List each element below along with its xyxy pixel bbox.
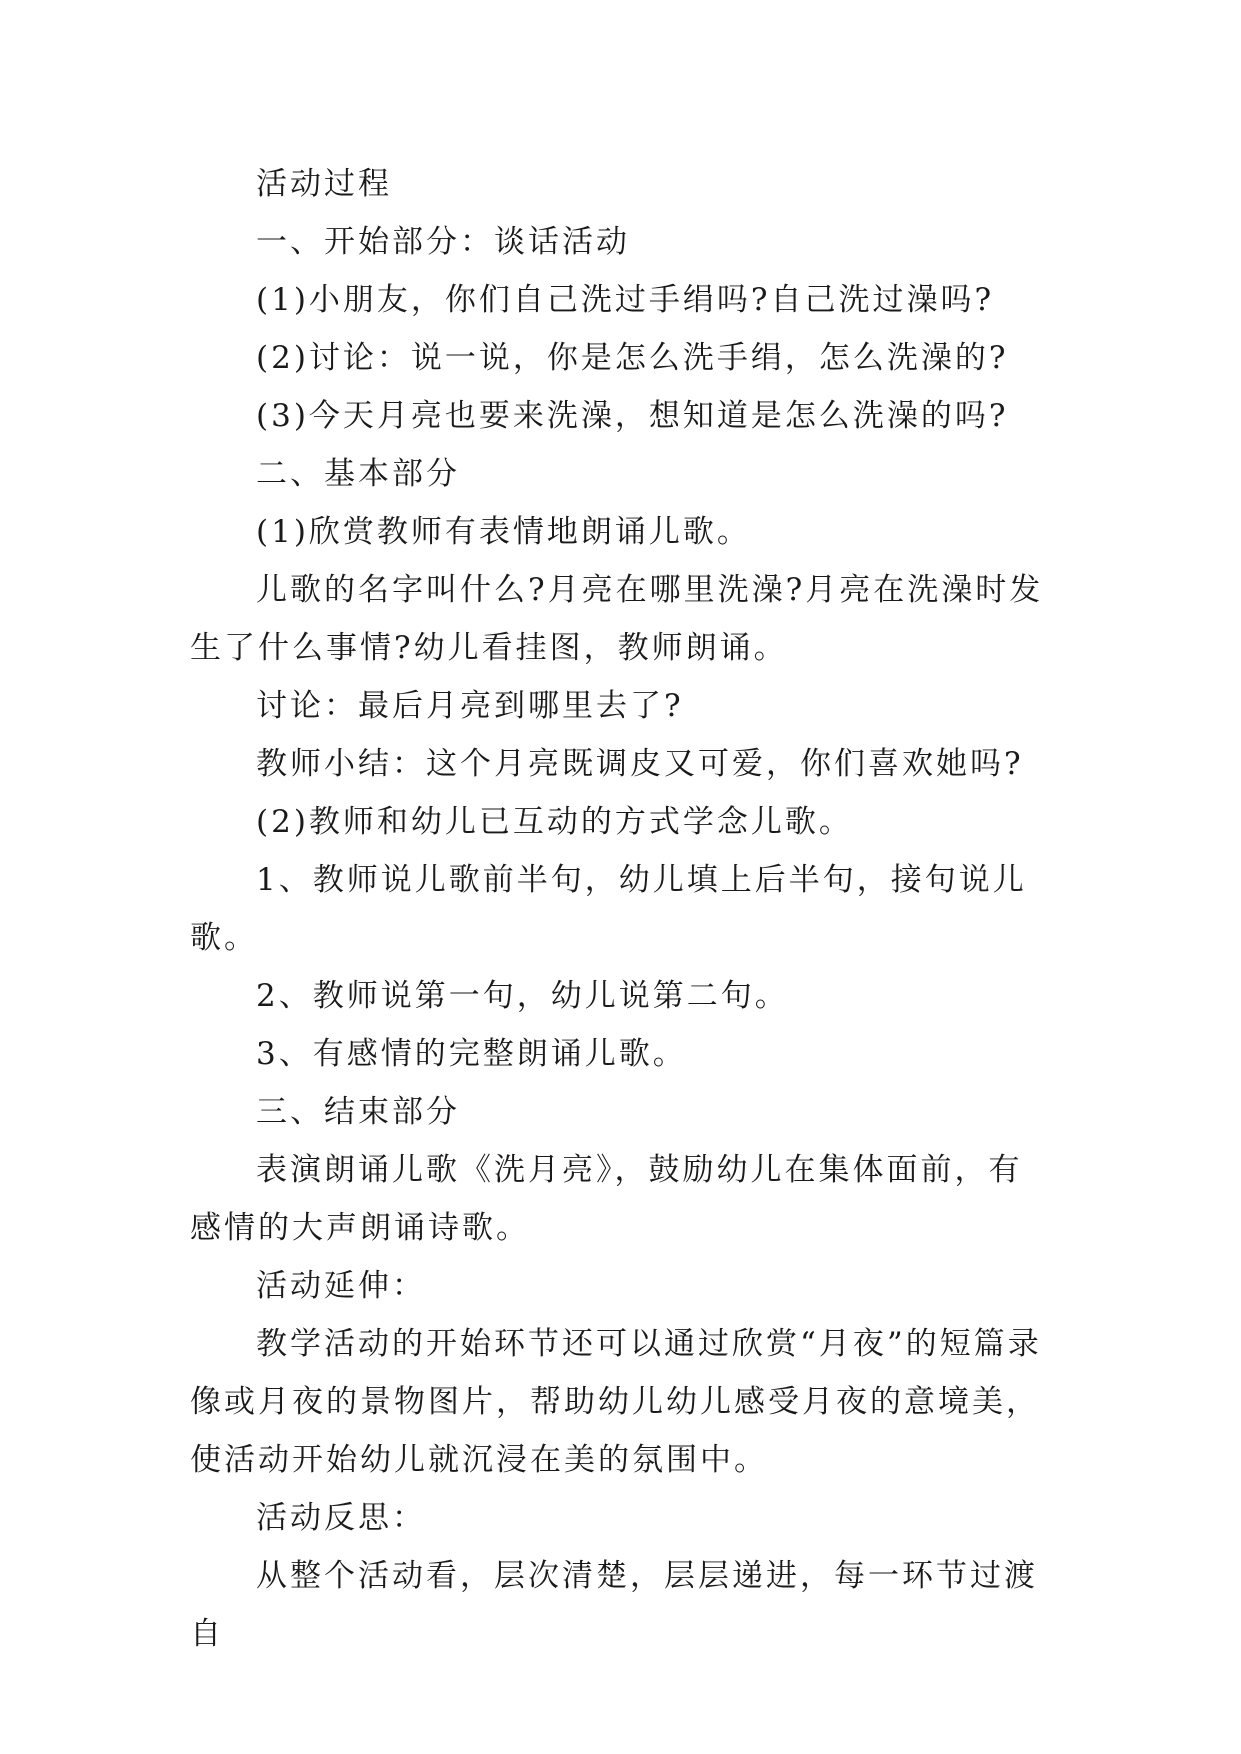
paragraph: 表演朗诵儿歌《洗月亮》，鼓励幼儿在集体面前，有感情的大声朗诵诗歌。: [190, 1152, 1023, 1246]
paragraph: 教师小结：这个月亮既调皮又可爱，你们喜欢她吗?: [256, 746, 1024, 782]
paragraph: 讨论：最后月亮到哪里去了?: [256, 688, 684, 724]
reflection-heading: 活动反思：: [256, 1500, 426, 1536]
section-two-heading: 二、基本部分: [256, 456, 460, 492]
paragraph: (2)讨论：说一说，你是怎么洗手绢，怎么洗澡的?: [256, 340, 1009, 376]
paragraph: 从整个活动看，层次清楚，层层递进，每一环节过渡自: [190, 1558, 1038, 1652]
section-three-heading: 三、结束部分: [256, 1094, 460, 1130]
document-body: [190, 155, 1050, 1663]
paragraph: 1、教师说儿歌前半句，幼儿填上后半句，接句说儿歌。: [190, 862, 1027, 956]
paragraph: 2、教师说第一句，幼儿说第二句。: [256, 978, 789, 1014]
paragraph: (2)教师和幼儿已互动的方式学念儿歌。: [256, 804, 853, 840]
paragraph: 3、有感情的完整朗诵儿歌。: [256, 1036, 687, 1072]
heading-activity-process: 活动过程: [256, 166, 392, 202]
paragraph: 儿歌的名字叫什么?月亮在哪里洗澡?月亮在洗澡时发生了什么事情?幼儿看挂图，教师朗诵。: [190, 572, 1044, 666]
paragraph: 教学活动的开始环节还可以通过欣赏“月夜”的短篇录像或月夜的景物图片，帮助幼儿幼儿感受月夜的意境美，使活动开始幼儿就沉浸在美的氛围中。: [190, 1326, 1042, 1478]
paragraph: (1)小朋友，你们自己洗过手绢吗?自己洗过澡吗?: [256, 282, 995, 318]
section-one-heading: 一、开始部分：谈话活动: [256, 224, 630, 260]
paragraph: (3)今天月亮也要来洗澡，想知道是怎么洗澡的吗?: [256, 398, 1009, 434]
paragraph: (1)欣赏教师有表情地朗诵儿歌。: [256, 514, 751, 550]
extension-heading: 活动延伸：: [256, 1268, 426, 1304]
